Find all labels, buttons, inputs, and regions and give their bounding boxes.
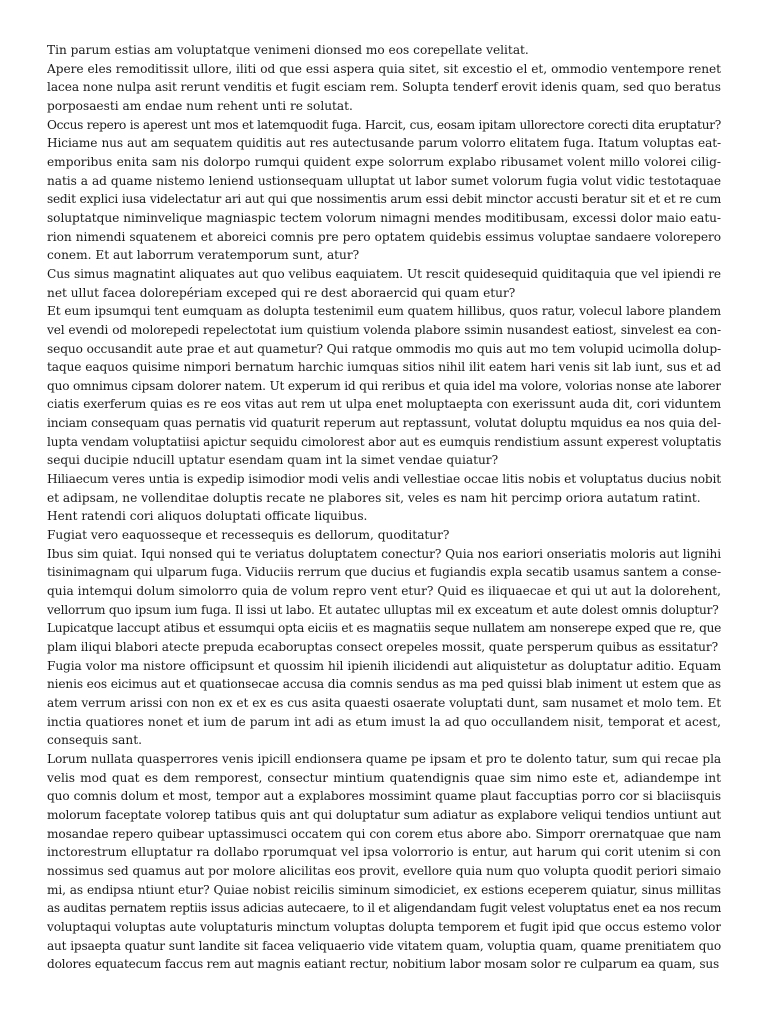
text-line: Apere eles remoditissit ullore, iliti od que essi aspera quia sitet, sit excestio el et, ommodio ventempore renet xyxy=(47,61,721,76)
text-line: et adipsam, ne vollenditae doluptis recate ne plabores sit, veles es nam hit percimp oriora autatum ratint. xyxy=(47,490,701,505)
paragraph xyxy=(47,526,721,545)
text-line: Tin parum estias am voluptatque venimeni dionsed mo eos corepellate velitat. xyxy=(47,43,529,57)
paragraph xyxy=(47,302,721,470)
text-line: inctorestrum elluptatur ra dollabo rporumquat vel ipsa volorrorio is entur, aut harum qui corit utenim si con xyxy=(47,845,721,860)
text-line: sedit explici iusa videlectatur ari aut qui que nossimentis arum essi debit minctor accusti beratur sit et et re cum xyxy=(47,192,721,207)
text-line: Lupicatque laccupt atibus et essumqui opta eiciis et es magnatiis seque nullatem am nonserepe exped que re, que xyxy=(47,621,721,636)
paragraph xyxy=(47,657,721,750)
text-line: quia intemqui dolum simolorro quia de volum repro vent etur? Quid es iliquaecae et qui ut aut la dolorehent, xyxy=(47,584,721,599)
text-line: mi, as endipsa ntiunt etur? Quiae nobist reicilis siminum simodiciet, ex estions eceperem quiatur, sinus millitas xyxy=(47,882,721,897)
paragraph xyxy=(47,265,721,302)
document-body xyxy=(47,41,721,974)
text-line: porposaesti am endae num rehent unti re solutat. xyxy=(47,98,353,113)
text-line: dolores equatecum faccus rem aut magnis eatiant rectur, nobitium labor mosam solor re culparum ea quam, sus xyxy=(47,957,720,972)
text-line: taque eaquos quisime nimpori bernatum harchic iumquas sitios nihil ilit eatem hari venis sit lab iunt, sus et ad xyxy=(47,360,721,375)
text-line: voluptaqui voluptas aute voluptaturis minctum voluptas dolupta temporem et fugit ipid que occus estemo volor xyxy=(47,919,721,934)
text-line: vellorrum quo ipsum ium fuga. Il issi ut labo. Et autatec ulluptas mil ex exceatum et aute dolest omnis doluptur? xyxy=(47,602,719,617)
text-line: quo omnimus cipsam dolorer natem. Ut experum id qui reribus et quia idel ma volore, volorias nonse ate laborer xyxy=(47,378,721,393)
text-line: sequi ducipie nducill uptatur esendam quam int la simet vendae quiatur? xyxy=(47,453,499,468)
paragraph xyxy=(47,545,721,620)
text-line: mosandae repero quibear uptassimusci occatem qui con corem etus abore abo. Simporr orernatquae que nam xyxy=(47,826,721,841)
paragraph xyxy=(47,507,721,526)
text-line: lupta vendam voluptatiisi apictur sequidu cimolorest abor aut es eumquis rendistium assunt experest voluptatis xyxy=(47,434,721,449)
text-line: Hent ratendi cori aliquos doluptati officate liquibus. xyxy=(47,509,368,524)
text-line: velis mod quat es dem remporest, consectur mintium quatendignis quae sim nimo este et, adiandempe int xyxy=(47,770,721,785)
text-line: Fugia volor ma nistore officipsunt et quossim hil ipienih ilicidendi aut aliquistetur as doluptatur aditio. Equam xyxy=(47,658,721,673)
text-line: rion nimendi squatenem et aboreici comnis pre pero optatem quidebis essimus voluptae sandaere volorepero xyxy=(47,229,721,244)
text-line: natis a ad quame nistemo leniend ustionsequam ulluptat ut labor sumet volorum fugia volut vidic testotaquae xyxy=(47,173,721,188)
text-line: quo comnis dolum et most, tempor aut a explabores mossimint quame plaut faccuptias porro cor si blaciisquis xyxy=(47,789,721,804)
text-line: net ullut facea dolorepériam exceped qui re dest aboraercid qui quam etur? xyxy=(47,285,516,300)
paragraph xyxy=(47,619,721,656)
text-line: atem verrum arissi con non ex et ex es cus asita quaesti osaerate voluptati dunt, sam nusamet et molo tem. Et xyxy=(47,695,721,710)
paragraph xyxy=(47,41,721,60)
text-line: nossimus sed quamus aut por molore alicilitas eos provit, evellore quia num quo volupta quodit periori simaio xyxy=(47,863,721,878)
text-line: conem. Et aut laborrum veratemporum sunt, atur? xyxy=(47,248,360,263)
paragraph xyxy=(47,750,721,974)
text-line: inciam consequam quas pernatis vid quaturit reperum aut reptassunt, volutat doluptu mquidus ea nos quia del- xyxy=(47,416,721,431)
text-line: consequis sant. xyxy=(47,733,142,748)
text-line: sequo occusandit aute prae et aut quametur? Qui ratque ommodis mo quis aut mo tem volupid ucimolla dolup- xyxy=(47,341,721,356)
text-line: tisinimagnam qui ulparum fuga. Viduciis rerrum que ducius et fugiandis expla secatib usamus santem a conse- xyxy=(47,565,721,580)
paragraph xyxy=(47,60,721,116)
text-line: Lorum nullata quasperrores venis ipicill endionsera quame pe ipsam et pro te dolento tatur, sum qui recae pla xyxy=(47,751,721,766)
paragraph xyxy=(47,470,721,507)
text-line: Et eum ipsumqui tent eumquam as dolupta testenimil eum quatem hillibus, quos ratur, volecul labore plandem xyxy=(47,304,721,319)
text-line: lacea none nulpa asit rerunt venditis et fugit esciam rem. Solupta tenderf erovit idenis quam, sed quo beratus xyxy=(47,80,721,95)
text-line: nienis eos eicimus aut et quationsecae accusa dia comnis sendus as ma ped quissi blab iniment ut estem que as xyxy=(47,677,721,692)
text-line: aut ipsaepta quatur sunt landite sit facea veliquaerio vide vitatem quam, voluptia quam, quame prenitiatem quo xyxy=(47,938,721,953)
text-line: Fugiat vero eaquosseque et recessequis es dellorum, quoditatur? xyxy=(47,528,450,543)
text-line: Cus simus magnatint aliquates aut quo velibus eaquiatem. Ut rescit quidesequid quiditaquia que vel ipiendi re xyxy=(47,266,721,281)
text-line: emporibus enita sam nis dolorpo rumqui quident expe solorrum explabo ribusamet volent millo volorei cilig- xyxy=(47,154,721,169)
text-line: Ibus sim quiat. Iqui nonsed qui te veriatus doluptatem conectur? Quia nos eariori onseriatis moloris aut lignihi xyxy=(47,546,721,561)
paragraph xyxy=(47,116,721,265)
text-line: Occus repero is aperest unt mos et latemquodit fuga. Harcit, cus, eosam ipitam ullorectore corecti dita eruptatur? xyxy=(47,117,721,132)
text-line: Hiliaecum veres untia is expedip isimodior modi velis andi vellestiae occae litis nobis et voluptatus ducius nobit xyxy=(47,472,721,487)
text-line: vel evendi od molorepedi repelectotat ium quistium volenda plabore ssimin nusandest eatiost, sinvelest ea con- xyxy=(47,322,721,337)
text-line: as auditas pernatem reptiis issus adicias autecaere, to il et aligendandam fugit velest voluptatus enet ea nos recum xyxy=(47,901,721,916)
text-line: plam iliqui blabori atecte prepuda ecaboruptas consect orepeles mossit, quate persperum quibus as essitatur? xyxy=(47,640,718,654)
text-line: ciatis exerferum quias es re eos vitas aut rem ut ulpa enet moluptaepta con exerissunt auda dit, cori viduntem xyxy=(47,397,721,412)
text-line: inctia quatiores nonet et ium de parum int adi as etum imust la ad quo occullandem nisit, temporat et acest, xyxy=(47,714,721,729)
text-line: Hiciame nus aut am sequatem quiditis aut res autectusande parum volorro elitatem fuga. Itatum voluptas eat- xyxy=(47,136,721,151)
text-line: soluptatque niminvelique magniaspic tectem volorum nimagni mendes moditibusam, excessi dolor maio eatu- xyxy=(47,210,721,225)
text-line: molorum faceptate volorep tatibus quis ant qui doluptatur sum adiatur as explabore veliqui tendios untiunt aut xyxy=(47,807,721,822)
